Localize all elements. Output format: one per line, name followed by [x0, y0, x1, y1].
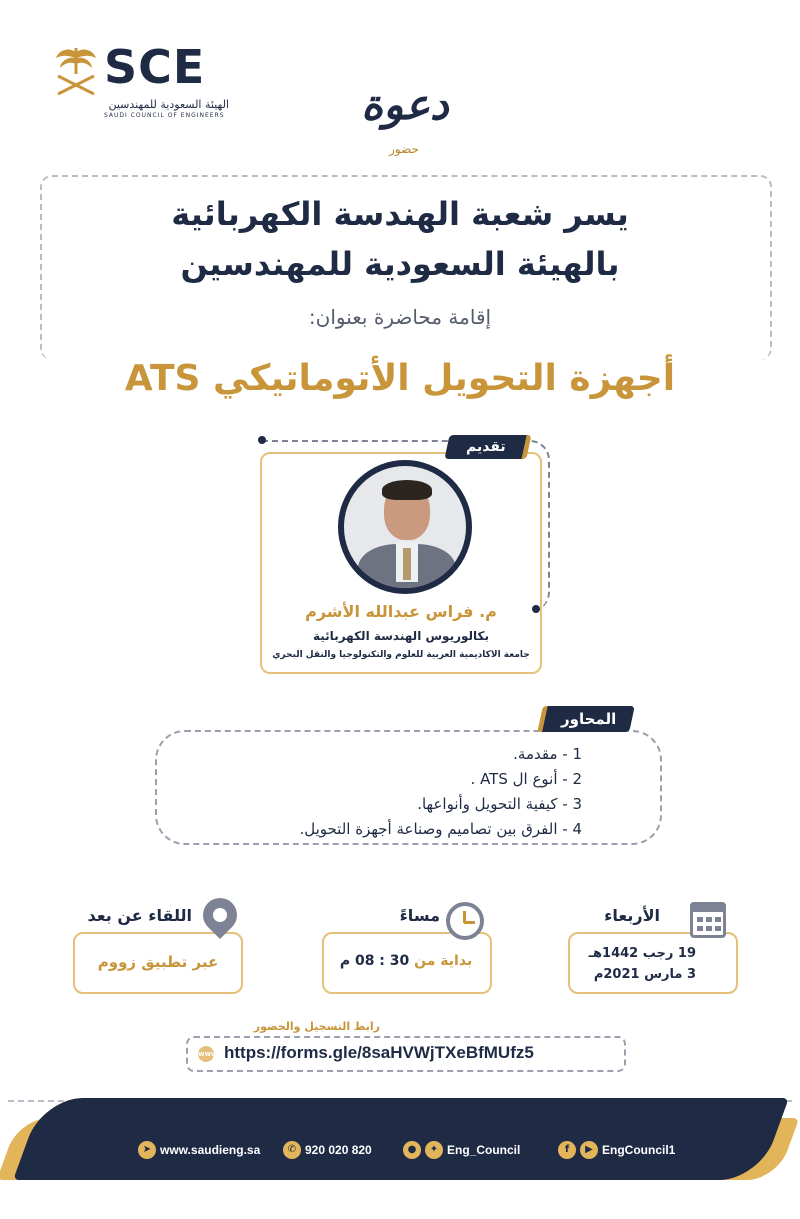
- headline-line1: يسر شعبة الهندسة الكهربائية: [171, 195, 629, 233]
- invitation-word: دعوة: [361, 80, 449, 129]
- footer-phone[interactable]: [283, 1140, 372, 1160]
- footer-phone-text: 920 020 820: [305, 1143, 372, 1157]
- clock-icon: [446, 902, 484, 940]
- topics-list: [170, 742, 582, 842]
- headline-line2: بالهيئة السعودية للمهندسين: [180, 245, 620, 283]
- palm-swords-emblem-icon: [52, 44, 100, 100]
- snapchat-icon: ●: [403, 1141, 421, 1159]
- footer-social1-text: Eng_Council: [447, 1143, 521, 1157]
- facebook-icon: f: [558, 1141, 576, 1159]
- youtube-icon: ▶: [580, 1141, 598, 1159]
- cursor-click-icon: ➤: [138, 1141, 156, 1159]
- headline-intro: إقامة محاضرة بعنوان:: [308, 305, 492, 329]
- topic-item: 2 - أنوع ال ATS .: [470, 770, 582, 788]
- photo-hair: [382, 480, 432, 500]
- invitation-mark: [350, 80, 460, 170]
- location-heading: اللقاء عن بعد: [87, 906, 192, 925]
- date-box: [568, 932, 738, 994]
- time-start-label: بداية من: [414, 953, 473, 969]
- footer-social-facebook-youtube[interactable]: [558, 1140, 675, 1160]
- decor-dot: [258, 436, 266, 444]
- footer-social2-text: EngCouncil1: [602, 1143, 676, 1157]
- twitter-icon: ✦: [425, 1141, 443, 1159]
- footer-social-snapchat-twitter[interactable]: [403, 1140, 520, 1160]
- presenter-tag: [444, 435, 531, 459]
- time-value: [326, 953, 486, 969]
- time-clock-value: 30 : 08 م: [339, 953, 410, 969]
- footer-website-text: www.saudieng.sa: [160, 1143, 261, 1157]
- globe-icon: www: [198, 1046, 214, 1062]
- topic-item: 1 - مقدمة.: [513, 745, 582, 763]
- footer-bar: [13, 1098, 789, 1180]
- date-heading: الأربعاء: [604, 906, 660, 925]
- sce-logo: [52, 40, 232, 130]
- topic-item: 3 - كيفية التحويل وأنواعها.: [417, 795, 582, 813]
- topic-item: 4 - الفرق بين تصاميم وصناعة أجهزة التحويل.: [299, 820, 582, 838]
- logo-english-name: SAUDI COUNCIL OF ENGINEERS: [104, 112, 225, 119]
- logo-abbr: SCE: [104, 40, 206, 94]
- date-gregorian: 3 مارس 2021م: [593, 967, 696, 982]
- presenter-tag-label: تقديم: [465, 439, 506, 455]
- presenter-name: م. فراس عبدالله الأشرم: [305, 602, 497, 621]
- registration-url-link[interactable]: https://forms.gle/8saHVWjTXeBfMUfz5: [224, 1043, 534, 1062]
- phone-icon: ✆: [283, 1141, 301, 1159]
- lecture-title: أجهزة التحويل الأتوماتيكي ATS: [124, 358, 676, 399]
- presenter-university: جامعة الأكاديمية العربية للعلوم والتكنولوجيا والنقل البحري: [272, 650, 530, 660]
- location-value: عبر تطبيق زووم: [97, 953, 219, 971]
- photo-tie: [403, 548, 411, 580]
- footer-website[interactable]: [138, 1140, 260, 1160]
- date-hijri: 19 رجب 1442هـ: [588, 946, 696, 961]
- presenter-photo: [338, 460, 472, 594]
- presenter-degree: بكالوريوس الهندسة الكهربائية: [313, 629, 489, 643]
- calendar-icon: [690, 902, 726, 938]
- registration-label: رابط التسجيل والحضور: [253, 1020, 380, 1033]
- topics-tag: [537, 706, 635, 732]
- time-heading: مساءً: [399, 906, 440, 925]
- topics-tag-label: المحاور: [560, 710, 617, 728]
- invitation-sub: حضور: [389, 142, 419, 156]
- logo-arabic-name: الهيئة السعودية للمهندسين: [108, 98, 229, 111]
